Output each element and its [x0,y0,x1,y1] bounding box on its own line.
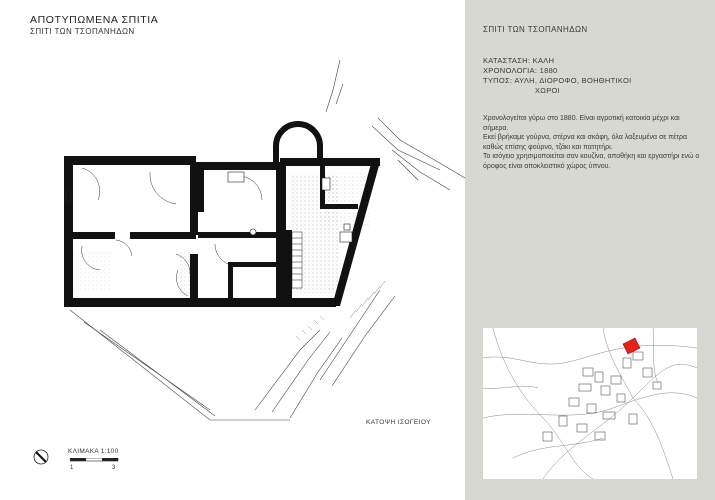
staircase [292,232,302,288]
description-paragraph: Εκεί βρήκαμε γούρνα, στέρνα και σκάφη, όλα λαξευμένα σε πέτρα καθώς επίσης φούρνο, τζάκι και πατητήρι. [483,134,688,151]
description-paragraph: Χρονολογείται γύρω στο 1880. Είναι αγροτική κατοικία μέχρι και σήμερα. [483,115,680,132]
plan-caption: ΚΑΤΟΨΗ ΙΣΟΓΕΙΟΥ [366,419,431,426]
location-map [483,328,697,479]
info-panel [465,0,715,500]
village-map-image [483,328,697,479]
scale-label: ΚΛΙΜΑΚΑ 1:100 [68,448,119,455]
house-properties [483,56,632,96]
scale-tick-end: 3 [112,465,116,470]
dating-line: ΧΡΟΝΟΛΟΓΙΑ: 1880 [483,66,558,75]
terrain-lines [70,60,465,420]
house-location-marker [623,338,640,354]
house-title: ΣΠΙΤΙ ΤΩΝ ΤΣΟΠΑΝΗΔΩΝ [483,25,588,34]
house-description [483,114,705,171]
state-line: ΚΑΤΑΣΤΑΣΗ: ΚΑΛΗ [483,56,555,65]
oven-tower [276,124,320,162]
scale-tick-start: 1 [70,465,74,470]
scale-bar [70,458,122,470]
description-paragraph: Το ισόγειο χρησιμοποιείται σαν κουζίνα, αποθήκη και εργαστήρι ενώ ο όροφος είναι αποκλειστικό χώρος ύπνου. [483,153,700,170]
sheet-title: ΑΠΟΤΥΠΩΜΕΝΑ ΣΠΙΤΙΑ [30,14,159,26]
sheet-subtitle: ΣΠΙΤΙ ΤΩΝ ΤΣΟΠΑΝΗΔΩΝ [30,27,135,36]
type-line-continued: ΧΩΡΟΙ [535,86,561,95]
north-arrow-icon [33,449,49,465]
type-line: ΤΥΠΟΣ: ΑΥΛΗ, ΔΙΟΡΟΦΟ, ΒΟΗΘΗΤΙΚΟΙ [483,76,632,85]
